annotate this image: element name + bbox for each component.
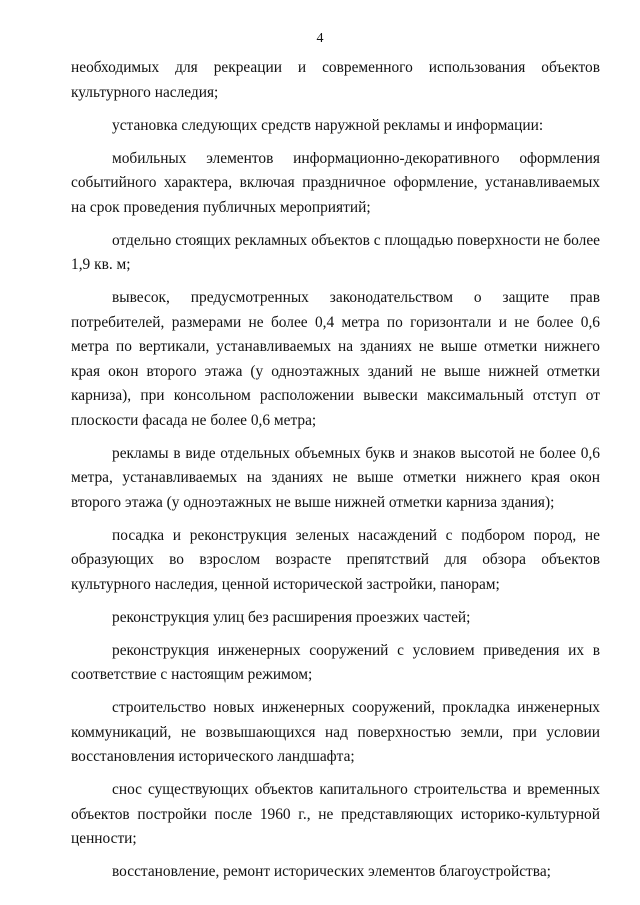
paragraph-continuation: необходимых для рекреации и современного использования объектов культурного наследия; [71, 59, 600, 101]
paragraph-engineering-construction: строительство новых инженерных сооружений, прокладка инженерных коммуникаций, не возвышающихся над поверхностью земли, при условии восстановления исторического ландшафта; [71, 699, 600, 765]
paragraph-signboards: вывесок, предусмотренных законодательством о защите прав потребителей, размерами не более 0,4 метра по горизонтали и не более 0,6 метра по вертикали, устанавливаемых на зданиях не выше отметки нижнего края окон второго этажа (у одноэтажных зданий не выше нижней отметки карниза), при консольном расположении вывески максимальный отступ от плоскости фасада не более 0,6 метра; [71, 289, 600, 429]
paragraph-volumetric-letters: рекламы в виде отдельных объемных букв и знаков высотой не более 0,6 метра, устанавливаемых на зданиях не выше отметки нижнего края окон второго этажа (у одноэтажных не выше нижней отметки карниза здания); [71, 444, 600, 511]
paragraph-advertising-intro: установка следующих средств наружной рекламы и информации: [112, 116, 544, 134]
paragraph-street-reconstruction: реконструкция улиц без расширения проезжих частей; [112, 608, 471, 626]
paragraph-engineering-reconstruction: реконструкция инженерных сооружений с условием приведения их в соответствие с настоящим режимом; [71, 641, 600, 683]
paragraph-greenery: посадка и реконструкция зеленых насаждений с подбором пород, не образующих во взрослом возрасте препятствий для обзора объектов культурного наследия, ценной исторической застройки, панорам; [71, 526, 600, 593]
paragraph-restoration: восстановление, ремонт исторических элементов благоустройства; [112, 863, 551, 880]
document-body [71, 56, 600, 885]
paragraph-demolition: снос существующих объектов капитального строительства и временных объектов постройки после 1960 г., не представляющих историко-культурной ценности; [71, 781, 600, 847]
paragraph-mobile-elements: мобильных элементов информационно-декоративного оформления событийного характера, включая праздничное оформление, устанавливаемых на срок проведения публичных мероприятий; [71, 149, 600, 216]
paragraph-standalone-objects: отдельно стоящих рекламных объектов с площадью поверхности не более 1,9 кв. м; [71, 231, 600, 273]
page-number: 4 [316, 31, 324, 46]
